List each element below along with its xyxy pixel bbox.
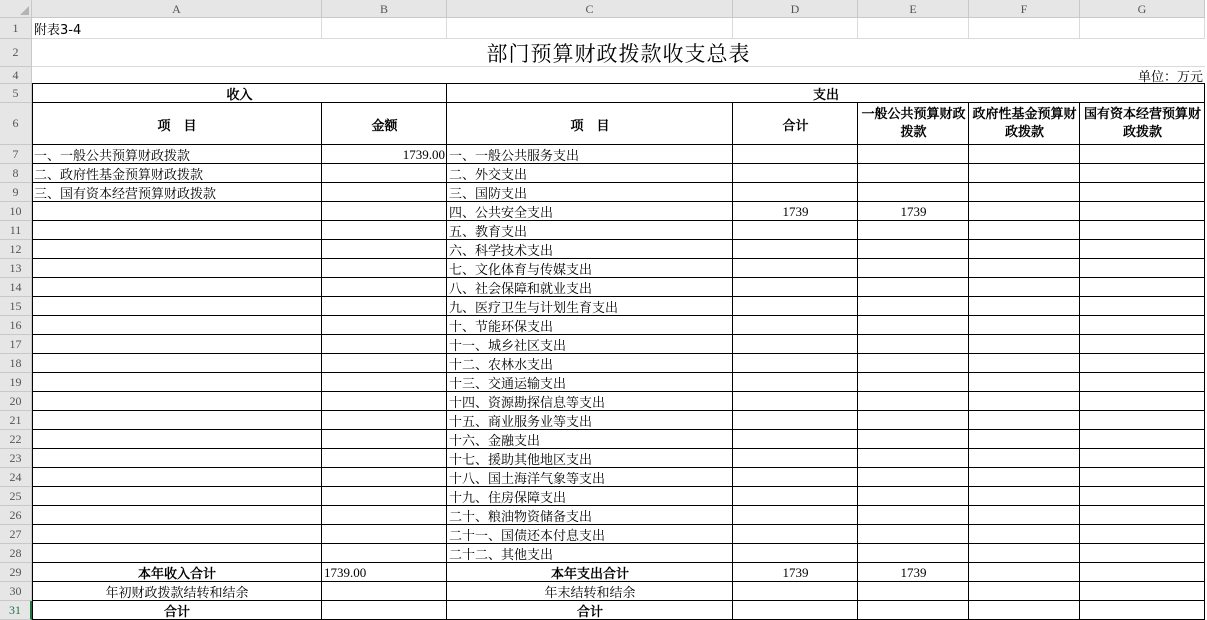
gridline xyxy=(446,18,447,39)
expense-item-label[interactable]: 十一、城乡社区支出 xyxy=(449,339,567,354)
expense-header[interactable]: 支出 xyxy=(812,88,839,103)
row-header-16[interactable]: 16 xyxy=(0,316,32,335)
expense-item-general[interactable] xyxy=(858,164,969,183)
column-header-d[interactable]: D xyxy=(733,0,858,18)
expense-item-label[interactable]: 十五、商业服务业等支出 xyxy=(449,415,593,430)
gridline xyxy=(1204,18,1205,39)
row-header-28[interactable]: 28 xyxy=(0,544,32,563)
grand-total-income-label[interactable]: 合计 xyxy=(163,605,190,620)
income-item-label[interactable]: 一、一般公共预算财政拨款 xyxy=(34,149,191,164)
expense-item-label[interactable]: 十二、农林水支出 xyxy=(449,358,554,373)
gridline xyxy=(1079,18,1080,39)
column-header-g[interactable]: G xyxy=(1080,0,1205,18)
income-total-label[interactable]: 本年收入合计 xyxy=(137,567,216,582)
table-border xyxy=(1079,102,1080,620)
column-header-f[interactable]: F xyxy=(969,0,1080,18)
expense-item-general[interactable] xyxy=(858,183,969,202)
expense-total-label[interactable]: 本年支出合计 xyxy=(550,567,629,582)
expense-item-general[interactable] xyxy=(858,221,969,240)
expense-item-label[interactable]: 一、一般公共服务支出 xyxy=(449,149,580,164)
row-header-15[interactable]: 15 xyxy=(0,297,32,316)
row-header-30[interactable]: 30 xyxy=(0,582,32,601)
expense-item-total[interactable] xyxy=(733,164,858,183)
expense-item-label[interactable]: 十九、住房保障支出 xyxy=(449,491,567,506)
expense-item-label[interactable]: 三、国防支出 xyxy=(449,187,528,202)
expense-item-label[interactable]: 二十二、其他支出 xyxy=(449,548,554,563)
row-header-12[interactable]: 12 xyxy=(0,240,32,259)
state-capital-column-header[interactable]: 国有资本经营预算财政拨款 xyxy=(1083,107,1201,140)
expense-item-total[interactable] xyxy=(733,183,858,202)
row-header-21[interactable]: 21 xyxy=(0,411,32,430)
expense-item-total[interactable] xyxy=(733,221,858,240)
expense-item-label[interactable]: 七、文化体育与传媒支出 xyxy=(449,263,593,278)
expense-item-total[interactable] xyxy=(733,525,858,544)
row-header-5[interactable]: 5 xyxy=(0,84,32,103)
expense-item-total[interactable] xyxy=(733,468,858,487)
expense-item-label[interactable]: 五、教育支出 xyxy=(449,225,528,240)
expense-item-total[interactable] xyxy=(733,240,858,259)
select-all-corner[interactable] xyxy=(0,0,32,18)
expense-item-general[interactable] xyxy=(858,373,969,392)
expense-item-general[interactable] xyxy=(858,240,969,259)
expense-item-total[interactable] xyxy=(733,354,858,373)
row-header-17[interactable]: 17 xyxy=(0,335,32,354)
column-header-a[interactable]: A xyxy=(32,0,322,18)
row-header-26[interactable]: 26 xyxy=(0,506,32,525)
expense-item-total[interactable]: 1739 xyxy=(782,203,809,219)
carryover-begin-label[interactable]: 年初财政拨款结转和结余 xyxy=(105,586,249,601)
general-budget-column-header[interactable]: 一般公共预算财政拨款 xyxy=(861,107,966,140)
income-header[interactable]: 收入 xyxy=(226,88,253,103)
expense-item-general[interactable] xyxy=(858,335,969,354)
expense-item-general[interactable] xyxy=(858,506,969,525)
unit-label[interactable]: 单位：万元 xyxy=(1137,70,1203,85)
expense-item-general[interactable]: 1739 xyxy=(900,203,927,219)
expense-item-general[interactable] xyxy=(858,354,969,373)
row-header-19[interactable]: 19 xyxy=(0,373,32,392)
row-header-2[interactable]: 2 xyxy=(0,39,32,67)
expense-item-total[interactable] xyxy=(733,449,858,468)
row-header-20[interactable]: 20 xyxy=(0,392,32,411)
expense-item-label[interactable]: 十三、交通运输支出 xyxy=(449,377,567,392)
expense-total-value[interactable]: 1739 xyxy=(782,564,809,580)
expense-item-total[interactable] xyxy=(733,373,858,392)
row-header-24[interactable]: 24 xyxy=(0,468,32,487)
expense-item-general[interactable] xyxy=(858,316,969,335)
expense-item-total[interactable] xyxy=(733,430,858,449)
row-header-14[interactable]: 14 xyxy=(0,278,32,297)
income-item-label[interactable]: 二、政府性基金预算财政拨款 xyxy=(34,168,204,183)
expense-item-general[interactable] xyxy=(858,145,969,164)
expense-item-total[interactable] xyxy=(733,335,858,354)
income-item-amount[interactable]: 1739.00 xyxy=(402,146,445,162)
row-header-13[interactable]: 13 xyxy=(0,259,32,278)
column-header-c[interactable]: C xyxy=(447,0,733,18)
expense-item-label[interactable]: 十八、国土海洋气象等支出 xyxy=(449,472,606,487)
row-header-29[interactable]: 29 xyxy=(0,563,32,582)
row-header-27[interactable]: 27 xyxy=(0,525,32,544)
income-total-amount[interactable]: 1739.00 xyxy=(324,564,367,580)
row-header-6[interactable]: 6 xyxy=(0,103,32,145)
income-item-label[interactable]: 三、国有资本经营预算财政拨款 xyxy=(34,187,217,202)
expense-total-general-value[interactable]: 1739 xyxy=(900,564,927,580)
expense-item-total[interactable] xyxy=(733,145,858,164)
row-header-10[interactable]: 10 xyxy=(0,202,32,221)
expense-item-general[interactable] xyxy=(858,278,969,297)
expense-item-total[interactable] xyxy=(733,278,858,297)
amount-column-header[interactable]: 金额 xyxy=(371,118,398,134)
expense-item-label[interactable]: 八、社会保障和就业支出 xyxy=(449,282,593,297)
column-header-e[interactable]: E xyxy=(858,0,969,18)
expense-item-label[interactable]: 二十一、国债还本付息支出 xyxy=(449,529,606,544)
row-header-23[interactable]: 23 xyxy=(0,449,32,468)
expense-item-total[interactable] xyxy=(733,544,858,563)
expense-item-general[interactable] xyxy=(858,297,969,316)
row-header-9[interactable]: 9 xyxy=(0,183,32,202)
column-header-b[interactable]: B xyxy=(322,0,447,18)
corner-triangle-icon xyxy=(20,6,29,15)
gridline xyxy=(857,18,858,39)
gridline xyxy=(732,18,733,39)
total-column-header[interactable]: 合计 xyxy=(782,118,809,134)
expense-item-total[interactable] xyxy=(733,316,858,335)
gridline xyxy=(968,18,969,39)
expense-item-general[interactable] xyxy=(858,449,969,468)
expense-item-total[interactable] xyxy=(733,259,858,278)
expense-item-general[interactable] xyxy=(858,487,969,506)
row-header-7[interactable]: 7 xyxy=(0,145,32,164)
expense-item-label[interactable]: 十六、金融支出 xyxy=(449,434,541,449)
expense-item-total[interactable] xyxy=(733,487,858,506)
table-note[interactable]: 附表3-4 xyxy=(34,23,82,38)
row-header-25[interactable]: 25 xyxy=(0,487,32,506)
expense-item-general[interactable] xyxy=(858,259,969,278)
expense-item-general[interactable] xyxy=(858,411,969,430)
income-item-amount[interactable] xyxy=(322,164,447,183)
expense-item-label[interactable]: 十七、援助其他地区支出 xyxy=(449,453,593,468)
expense-item-label[interactable]: 四、公共安全支出 xyxy=(449,206,554,221)
table-border xyxy=(1204,83,1205,620)
gov-fund-column-header[interactable]: 政府性基金预算财政拨款 xyxy=(972,107,1077,140)
expense-item-label[interactable]: 二、外交支出 xyxy=(449,168,528,183)
grand-total-expense-label[interactable]: 合计 xyxy=(576,605,603,620)
expense-item-label[interactable]: 六、科学技术支出 xyxy=(449,244,554,259)
expense-item-general[interactable] xyxy=(858,525,969,544)
carryover-end-label[interactable]: 年末结转和结余 xyxy=(544,586,636,601)
row-header-18[interactable]: 18 xyxy=(0,354,32,373)
expense-item-general[interactable] xyxy=(858,544,969,563)
expense-item-column-header[interactable]: 项 目 xyxy=(570,118,610,134)
row-header-22[interactable]: 22 xyxy=(0,430,32,449)
row-header-4[interactable]: 4 xyxy=(0,67,32,84)
table-title[interactable]: 部门预算财政拨款收支总表 xyxy=(486,42,751,66)
expense-item-total[interactable] xyxy=(733,411,858,430)
expense-item-general[interactable] xyxy=(858,468,969,487)
row-header-1[interactable]: 1 xyxy=(0,18,32,39)
expense-item-label[interactable]: 十四、资源勘探信息等支出 xyxy=(449,396,606,411)
expense-item-label[interactable]: 九、医疗卫生与计划生育支出 xyxy=(449,301,619,316)
expense-item-total[interactable] xyxy=(733,392,858,411)
expense-item-total[interactable] xyxy=(733,506,858,525)
expense-item-general[interactable] xyxy=(858,430,969,449)
expense-item-label[interactable]: 十、节能环保支出 xyxy=(449,320,554,335)
expense-item-label[interactable]: 二十、粮油物资储备支出 xyxy=(449,510,593,525)
income-item-amount[interactable] xyxy=(322,183,447,202)
expense-item-total[interactable] xyxy=(733,297,858,316)
income-item-column-header[interactable]: 项 目 xyxy=(157,118,197,134)
row-header-11[interactable]: 11 xyxy=(0,221,32,240)
row-header-8[interactable]: 8 xyxy=(0,164,32,183)
row-header-31[interactable]: 31 xyxy=(0,601,32,620)
expense-item-general[interactable] xyxy=(858,392,969,411)
